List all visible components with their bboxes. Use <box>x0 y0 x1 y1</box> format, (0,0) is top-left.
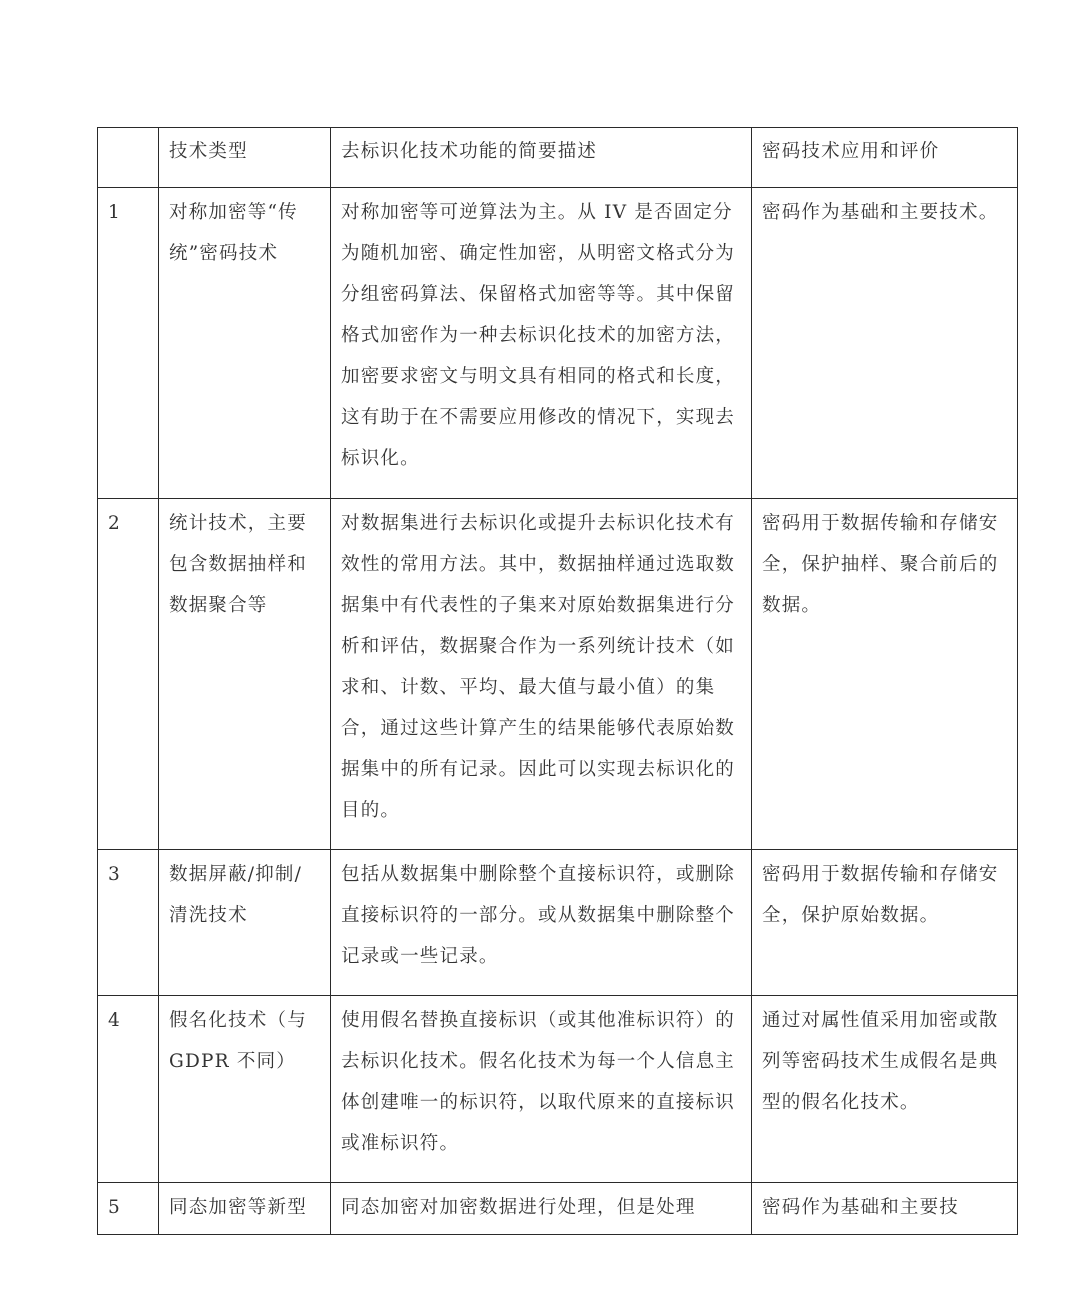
description-cell: 对称加密等可逆算法为主。从 IV 是否固定分为随机加密、确定性加密，从明密文格式分为分组密码算法、保留格式加密等等。其中保留格式加密作为一种去标识化技术的加密方法，加密要求密文与明文具有相同的格式和长度，这有助于在不需要应用修改的情况下，实现去标识化。 <box>331 188 752 499</box>
table-row <box>98 996 1018 1183</box>
row-number: 2 <box>98 499 159 850</box>
row-number: 4 <box>98 996 159 1183</box>
row-number: 5 <box>98 1183 159 1235</box>
tech-type-cell: 假名化技术（与 GDPR 不同） <box>159 996 331 1183</box>
evaluation-cell: 密码用于数据传输和存储安全，保护抽样、聚合前后的数据。 <box>752 499 1018 850</box>
description-cell: 包括从数据集中删除整个直接标识符，或删除直接标识符的一部分。或从数据集中删除整个记录或一些记录。 <box>331 850 752 996</box>
table-header-row <box>98 128 1018 188</box>
header-tech-type: 技术类型 <box>159 128 331 188</box>
tech-type-cell: 对称加密等“传统”密码技术 <box>159 188 331 499</box>
evaluation-cell: 密码用于数据传输和存储安全，保护原始数据。 <box>752 850 1018 996</box>
description-cell: 同态加密对加密数据进行处理，但是处理 <box>331 1183 752 1235</box>
evaluation-cell: 密码作为基础和主要技术。 <box>752 188 1018 499</box>
table-row <box>98 850 1018 996</box>
evaluation-cell: 密码作为基础和主要技 <box>752 1183 1018 1235</box>
tech-type-cell: 数据屏蔽/抑制/清洗技术 <box>159 850 331 996</box>
header-number-cell <box>98 128 159 188</box>
table-row <box>98 499 1018 850</box>
tech-type-cell: 同态加密等新型 <box>159 1183 331 1235</box>
table-row <box>98 188 1018 499</box>
table-row <box>98 1183 1018 1235</box>
row-number: 1 <box>98 188 159 499</box>
row-number: 3 <box>98 850 159 996</box>
deidentification-techniques-table <box>97 127 1018 1235</box>
header-description: 去标识化技术功能的简要描述 <box>331 128 752 188</box>
tech-type-cell: 统计技术，主要包含数据抽样和数据聚合等 <box>159 499 331 850</box>
evaluation-cell: 通过对属性值采用加密或散列等密码技术生成假名是典型的假名化技术。 <box>752 996 1018 1183</box>
header-crypto-evaluation: 密码技术应用和评价 <box>752 128 1018 188</box>
description-cell: 对数据集进行去标识化或提升去标识化技术有效性的常用方法。其中，数据抽样通过选取数据集中有代表性的子集来对原始数据集进行分析和评估，数据聚合作为一系列统计技术（如求和、计数、平均、最大值与最小值）的集合，通过这些计算产生的结果能够代表原始数据集中的所有记录。因此可以实现去标识化的目的。 <box>331 499 752 850</box>
description-cell: 使用假名替换直接标识（或其他准标识符）的去标识化技术。假名化技术为每一个人信息主体创建唯一的标识符，以取代原来的直接标识或准标识符。 <box>331 996 752 1183</box>
